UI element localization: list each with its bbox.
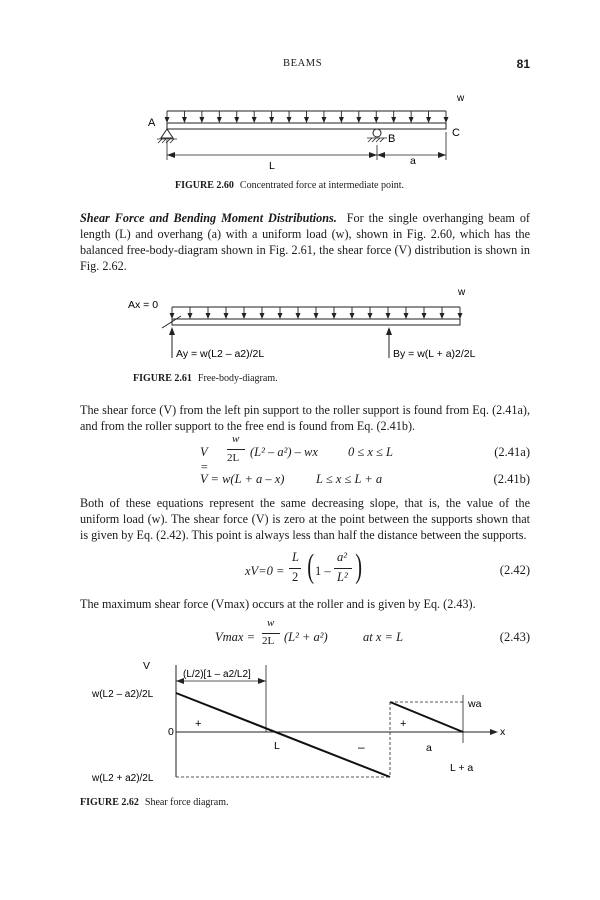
load-arrowhead: [339, 117, 344, 123]
load-arrowhead: [374, 117, 379, 123]
label-V: V: [143, 660, 151, 672]
load-arrowhead: [260, 313, 265, 319]
label-w: w: [457, 93, 465, 104]
load-arrowhead: [224, 313, 229, 319]
load-arrowhead: [404, 313, 409, 319]
load-arrowhead: [304, 117, 309, 123]
caption-text: Shear force diagram.: [144, 797, 229, 808]
load-arrowhead: [321, 117, 326, 123]
label-Ax: Ax = 0: [128, 299, 159, 311]
caption-label: FIGURE 2.61: [133, 373, 192, 384]
label-L-plus-a: L + a: [450, 762, 474, 774]
equation-2-41b-condition: L ≤ x ≤ L + a: [316, 472, 383, 486]
label-B: B: [388, 133, 396, 145]
ground-B: [367, 138, 387, 142]
label-dim: (L/2)[1 – a2/L2]: [183, 669, 251, 680]
equation-number-2-41b: (2.41b): [493, 472, 530, 486]
load-arrows: [165, 111, 449, 123]
figure-2-61: [125, 285, 505, 365]
running-header: BEAMS: [283, 58, 323, 69]
load-arrowhead: [458, 313, 463, 319]
label-minus: –: [358, 740, 365, 754]
load-arrowhead: [234, 117, 239, 123]
load-arrowhead: [206, 313, 211, 319]
label-plus-1: +: [195, 718, 202, 730]
label-L: L: [274, 740, 280, 752]
load-arrowhead: [252, 117, 257, 123]
equation-number-2-42: (2.42): [499, 563, 530, 577]
load-arrowhead: [426, 117, 431, 123]
label-wa: wa: [468, 698, 482, 710]
beam: [167, 123, 446, 129]
paragraph-4: The maximum shear force (Vmax) occurs at the roller and is given by Eq. (2.43).: [80, 597, 476, 611]
label-a: a: [426, 742, 432, 754]
paragraph-2: The shear force (V) from the left pin support to the roller support is found from Eq. (2.41a), and from the roller support to the free end is found from Eq. (2.41b).: [80, 403, 530, 433]
label-a: a: [410, 155, 416, 167]
load-arrowhead: [444, 117, 449, 123]
caption-text: Free-body-diagram.: [197, 373, 278, 384]
load-arrowhead: [296, 313, 301, 319]
dimension-lines: [167, 132, 446, 160]
label-A: A: [148, 117, 156, 129]
beam: [172, 319, 460, 325]
label-C: C: [452, 127, 460, 139]
label-top-left: w(L2 – a2)/2L: [92, 689, 154, 700]
roller-support: [373, 129, 381, 137]
shear-line-1: [176, 693, 390, 777]
page-number: 81: [516, 57, 530, 71]
load-arrows: [170, 307, 463, 319]
caption-label: FIGURE 2.60: [175, 180, 234, 191]
label-zero: 0: [168, 726, 174, 738]
label-x: x: [500, 726, 506, 738]
load-arrowhead: [409, 117, 414, 123]
load-arrowhead: [165, 117, 170, 123]
equation-number-2-43: (2.43): [499, 630, 530, 644]
load-arrowhead: [350, 313, 355, 319]
section-heading: Shear Force and Bending Moment Distributions.: [80, 211, 337, 225]
label-L: L: [269, 160, 275, 172]
caption-label: FIGURE 2.62: [80, 797, 139, 808]
equation-number-2-41a: (2.41a): [494, 445, 530, 459]
load-arrowhead: [199, 117, 204, 123]
figure-2-60: [130, 90, 480, 172]
label-Ay: Ay = w(L2 – a2)/2L: [176, 348, 265, 360]
equation-2-43: Vmax = w 2L (L² + a²) at x = L: [215, 617, 404, 647]
label-w: w: [458, 287, 466, 298]
caption-2-61: [133, 373, 278, 384]
paragraph-1: Shear Force and Bending Moment Distributions. For the single overhanging beam of length (L) and overhang (a) with a uniform load (w), shown in Fig. 2.60, which has the balanced free-body-diagram shown in Fig. 2.61, the shear force (V) distribution is shown in Fig. 2.62.: [80, 211, 530, 273]
label-By: By = w(L + a)2/2L: [393, 348, 476, 360]
load-arrowhead: [386, 313, 391, 319]
load-arrowhead: [440, 313, 445, 319]
load-arrowhead: [269, 117, 274, 123]
label-bottom-left: w(L2 + a2)/2L: [92, 773, 154, 784]
caption-2-62: [80, 797, 228, 808]
load-arrowhead: [391, 117, 396, 123]
pin-support: [161, 129, 173, 138]
load-arrowhead: [332, 313, 337, 319]
paragraph-3: Both of these equations represent the same decreasing slope, that is, the value of the uniform load (w). The shear force (V) is zero at the point between the supports shown that is given by Eq. (2.42). This point is always less than half the distance between the supports.: [80, 496, 530, 542]
load-arrowhead: [217, 117, 222, 123]
load-arrowhead: [182, 117, 187, 123]
caption-text: Concentrated force at intermediate point.: [239, 180, 405, 191]
load-arrowhead: [278, 313, 283, 319]
caption-2-60: [175, 180, 404, 191]
equation-2-41b: V = w(L + a – x): [200, 472, 285, 486]
load-arrowhead: [242, 313, 247, 319]
equation-2-42: xV=0 = L 2 ( 1 – a² L² ): [245, 548, 363, 585]
load-arrowhead: [287, 117, 292, 123]
load-arrowhead: [314, 313, 319, 319]
load-arrowhead: [422, 313, 427, 319]
load-arrowhead: [368, 313, 373, 319]
figure-2-62: [80, 655, 520, 790]
load-arrowhead: [170, 313, 175, 319]
load-arrowhead: [356, 117, 361, 123]
label-plus-2: +: [400, 718, 407, 730]
load-arrowhead: [188, 313, 193, 319]
